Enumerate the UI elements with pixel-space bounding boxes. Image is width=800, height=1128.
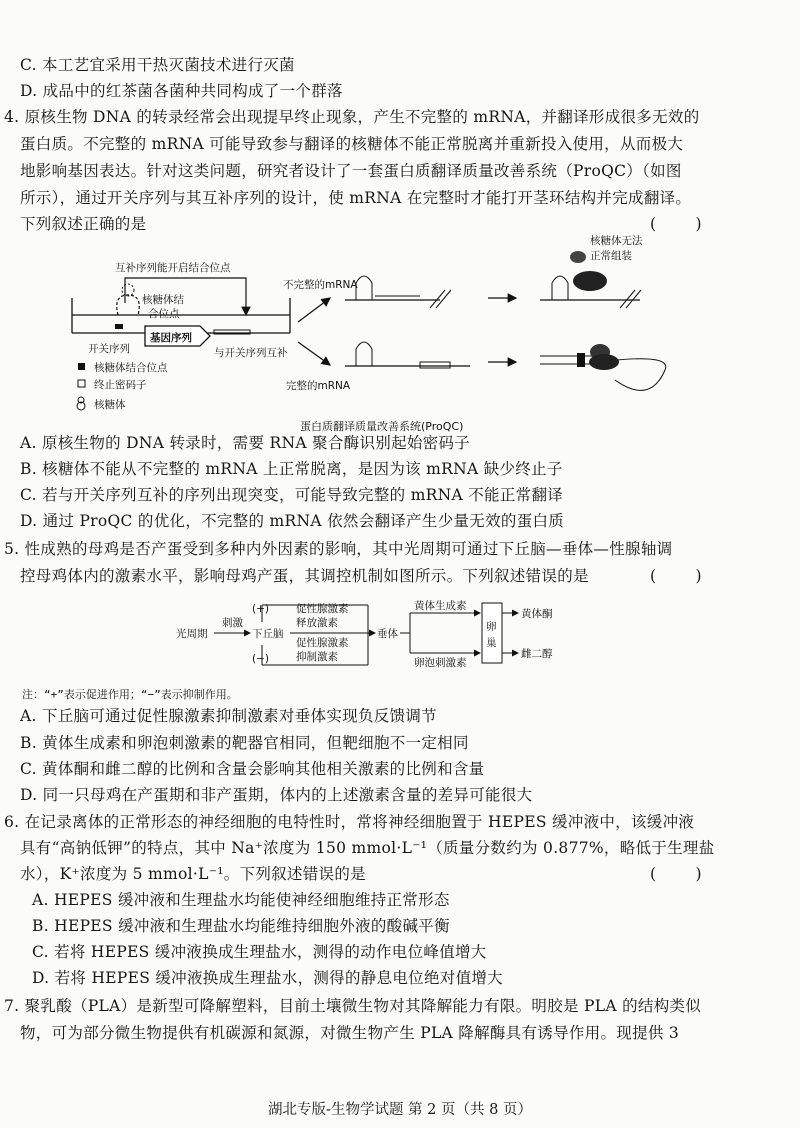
q6-option: B. HEPES 缓冲液和生理盐水均能维持细胞外液的酸碱平衡 (32, 917, 450, 935)
q5-stem-line: 5. 性成熟的母鸡是否产蛋受到多种内外因素的影响，其中光周期可通过下丘脑—垂体—性腺轴调 (4, 540, 673, 558)
photoperiod-label: 光周期 (176, 628, 208, 640)
lh-label: 黄体生成素 (414, 600, 467, 612)
plus-label: (+) (252, 603, 269, 615)
cannot-assemble-label: 正常组装 (590, 250, 632, 262)
q5-answer-bracket: ( ) (650, 567, 702, 585)
q4-stem-line: 蛋白质。不完整的 mRNA 可能导致参与翻译的核糖体不能正常脱离并重新投入使用，从而极大 (20, 135, 684, 153)
q7-stem-line: 7. 聚乳酸（PLA）是新型可降解塑料，目前土壤微生物对其降解能力有限。明胶是 PLA 的结构类似 (4, 997, 702, 1015)
fsh-label: 卵泡刺激素 (414, 657, 467, 669)
q5-stem-line: 控母鸡体内的激素水平，影响母鸡产蛋，其调控机制如图所示。下列叙述错误的是 (20, 567, 589, 585)
q4-option: C. 若与开关序列互补的序列出现突变，可能导致完整的 mRNA 不能正常翻译 (20, 486, 564, 504)
minus-label: (−) (252, 653, 269, 665)
q4-option: A. 原核生物的 DNA 转录时，需要 RNA 聚合酶识别起始密码子 (20, 434, 471, 452)
q4-stem-line: 地影响基因表达。针对这类问题，研究者设计了一套蛋白质翻译质量改善系统（ProQC）（如图 (20, 162, 682, 180)
ribosome-site-label: 核糖体结 (142, 294, 184, 306)
ribosome-site-label: 合位点 (148, 308, 180, 320)
complete-mrna-label: 完整的mRNA (286, 380, 351, 392)
legend-stop-label: 终止密码子 (94, 379, 147, 391)
q4-stem-line: 所示），通过开关序列与其互补序列的设计，使 mRNA 在完整时才能打开茎环结构并完成翻译。 (20, 189, 692, 207)
q6-option: A. HEPES 缓冲液和生理盐水均能使神经细胞维持正常形态 (32, 891, 450, 909)
q6-stem-line: 6. 在记录离体的正常形态的神经细胞的电特性时，常将神经细胞置于 HEPES 缓冲液中，该缓冲液 (4, 813, 695, 831)
cannot-assemble-label: 核糖体无法 (590, 235, 643, 247)
gene-seq-label: 基因序列 (150, 332, 192, 344)
q5-option: B. 黄体生成素和卵泡刺激素的靶器官相同，但靶细胞不一定相同 (20, 734, 469, 752)
grh-label: 释放激素 (296, 617, 338, 629)
gih-label: 促性腺激素 (296, 637, 349, 649)
complement-switch-label: 与开关序列互补 (214, 347, 288, 359)
q6-stem-line: 具有“高钠低钾”的特点，其中 Na⁺浓度为 150 mmol·L⁻¹（质量分数约为 0.877%，略低于生理盐 (20, 839, 715, 857)
q3-option-d: D. 成品中的红茶菌各菌种共同构成了一个群落 (20, 82, 343, 100)
q7-stem-line: 物，可为部分微生物提供有机碳源和氮源，对微生物产生 PLA 降解酶具有诱导作用。现提供 3 (20, 1024, 680, 1042)
q4-option: B. 核糖体不能从不完整的 mRNA 上正常脱离，是因为该 mRNA 缺少终止子 (20, 460, 563, 478)
stimulus-label: 刺激 (222, 617, 243, 629)
estradiol-label: 雌二醇 (521, 648, 553, 660)
q3-option-c: C. 本工艺宜采用干热灭菌技术进行灭菌 (20, 56, 295, 74)
progesterone-label: 黄体酮 (521, 608, 553, 620)
legend-site-label: 核糖体结合位点 (94, 362, 168, 374)
ovary-label: 巢 (486, 637, 497, 649)
ovary-box (482, 603, 502, 663)
q4-stem-line: 下列叙述正确的是 (20, 215, 147, 233)
ovary-label: 卵 (486, 621, 497, 633)
q4-answer-bracket: ( ) (650, 215, 702, 233)
q5-option: D. 同一只母鸡在产蛋期和非产蛋期，体内的上述激素含量的差异可能很大 (20, 786, 533, 804)
page-footer: 湖北专版-生物学试题 第 2 页（共 8 页） (268, 1102, 532, 1118)
q4-stem-line: 4. 原核生物 DNA 的转录经常会出现提早终止现象，产生不完整的 mRNA，并翻译形成很多无效的 (4, 108, 700, 126)
q5-option: A. 下丘脑可通过促性腺激素抑制激素对垂体实现负反馈调节 (20, 707, 437, 725)
gih-label: 抑制激素 (296, 651, 338, 663)
q6-answer-bracket: ( ) (650, 865, 702, 883)
complement-opens-label: 互补序列能开启结合位点 (115, 262, 231, 274)
legend-ribo-label: 核糖体 (94, 399, 126, 411)
proqc-caption: 蛋白质翻译质量改善系统(ProQC) (300, 420, 464, 433)
hypothalamus-label: 下丘脑 (252, 628, 284, 640)
grh-label: 促性腺激素 (296, 603, 349, 615)
q5-option: C. 黄体酮和雌二醇的比例和含量会影响其他相关激素的比例和含量 (20, 760, 485, 778)
switch-seq-label: 开关序列 (88, 343, 130, 355)
pituitary-label: 垂体 (377, 628, 398, 640)
q4-option: D. 通过 ProQC 的优化，不完整的 mRNA 依然会翻译产生少量无效的蛋白质 (20, 512, 565, 530)
incomplete-mrna-label: 不完整的mRNA (283, 279, 358, 291)
q6-stem-line: 水），K⁺浓度为 5 mmol·L⁻¹。下列叙述错误的是 (20, 865, 366, 883)
q6-option: C. 若将 HEPES 缓冲液换成生理盐水，测得的动作电位峰值增大 (32, 943, 487, 961)
q6-option: D. 若将 HEPES 缓冲液换成生理盐水，测得的静息电位绝对值增大 (32, 969, 503, 987)
q5-note: 注：“+”表示促进作用；“−”表示抑制作用。 (22, 688, 238, 701)
